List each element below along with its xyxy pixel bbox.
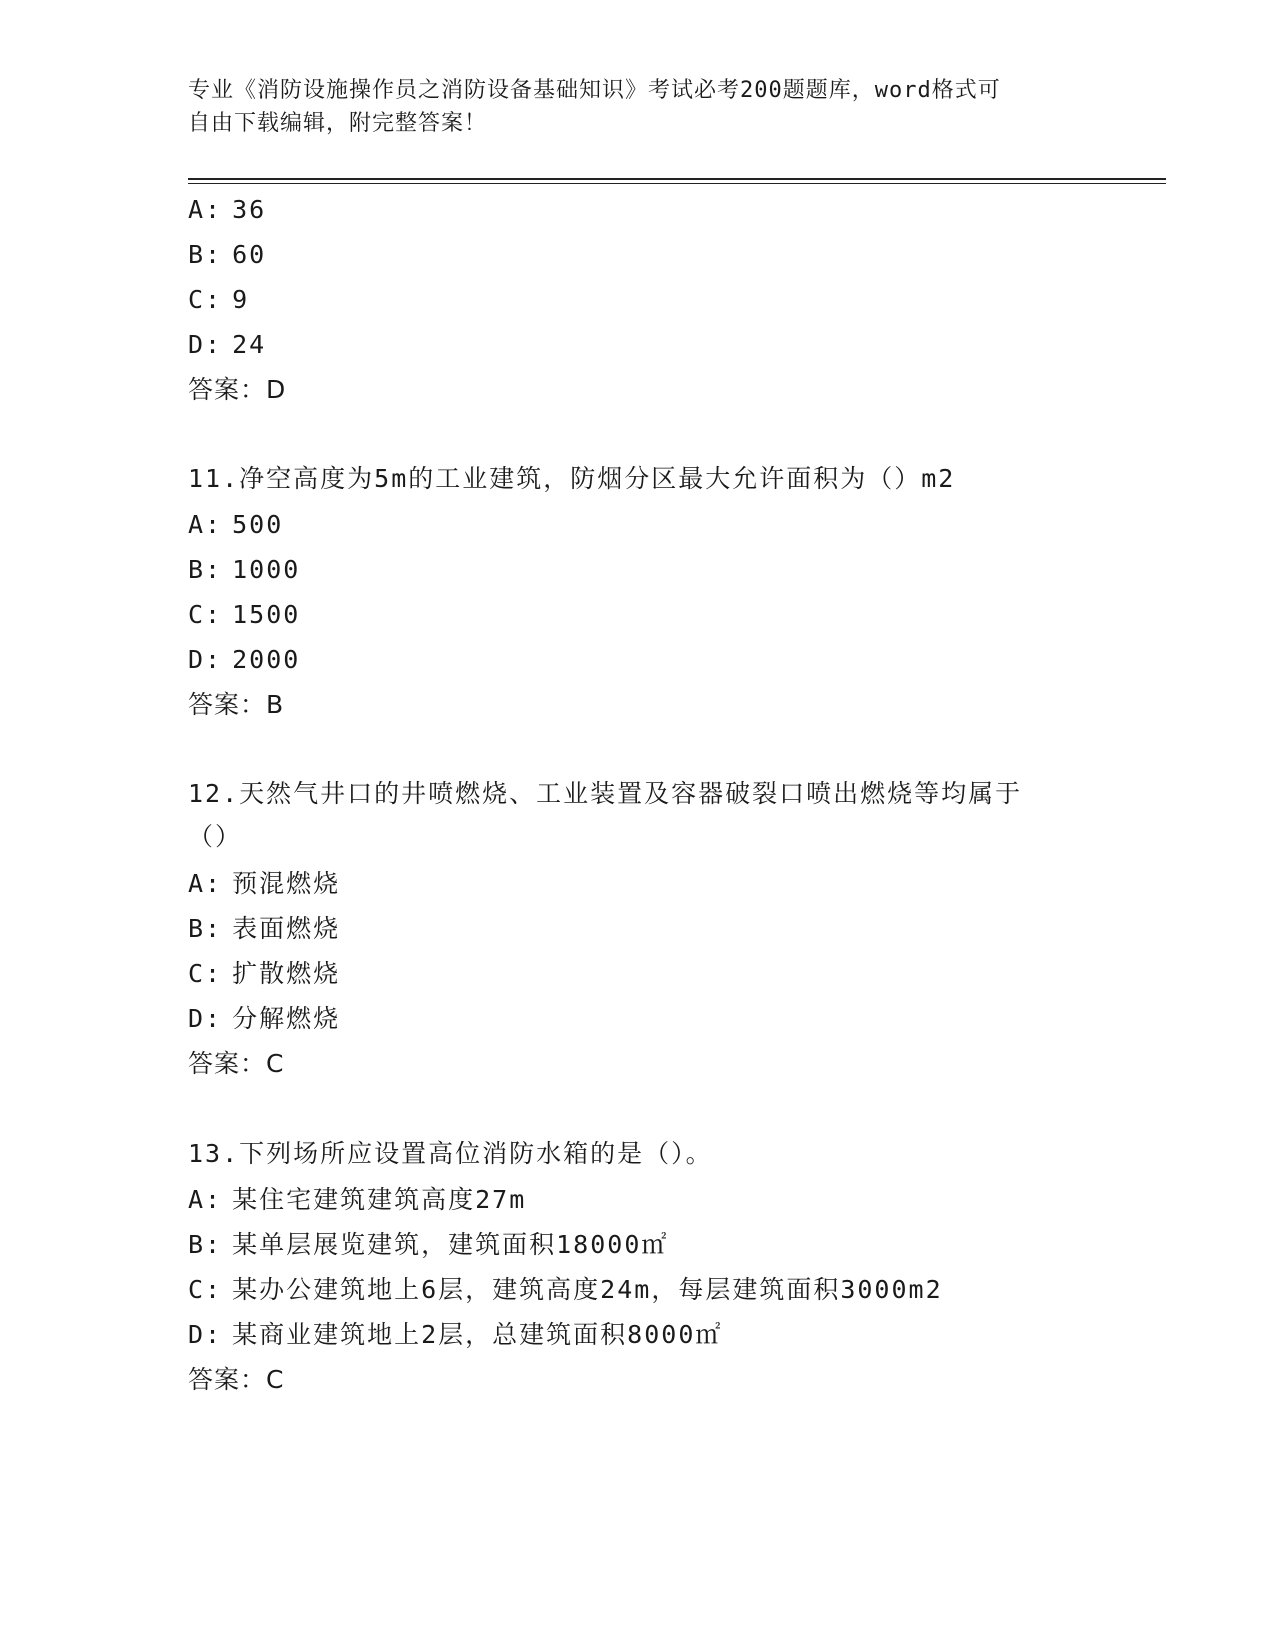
q13-option-b: B: 某单层展览建筑，建筑面积18000㎡ <box>188 1230 669 1259</box>
q13-answer: 答案：C <box>188 1365 285 1394</box>
q11-answer: 答案：B <box>188 690 285 719</box>
q12-option-d: D: 分解燃烧 <box>188 1004 341 1033</box>
q13-option-a: A: 某住宅建筑建筑高度27m <box>188 1185 527 1214</box>
q10-option-b: B: 60 <box>188 240 267 269</box>
q10-option-c: C: 9 <box>188 285 250 314</box>
q11-option-b: B: 1000 <box>188 555 301 584</box>
q11-option-a: A: 500 <box>188 510 284 539</box>
q13-question: 13.下列场所应设置高位消防水箱的是（）。 <box>188 1139 713 1168</box>
header-rule-thick <box>188 178 1166 180</box>
q13-option-c: C: 某办公建筑地上6层，建筑高度24m，每层建筑面积3000m2 <box>188 1275 943 1304</box>
header-line-1: 专业《消防设施操作员之消防设备基础知识》考试必考200题题库，word格式可 <box>188 78 1001 103</box>
q10-option-d: D: 24 <box>188 330 267 359</box>
q13-option-d: D: 某商业建筑地上2层，总建筑面积8000㎡ <box>188 1320 723 1349</box>
q12-question-line-2: （） <box>188 822 243 851</box>
q12-option-b: B: 表面燃烧 <box>188 914 341 943</box>
q10-answer: 答案：D <box>188 375 287 404</box>
header-line-2: 自由下载编辑，附完整答案！ <box>188 111 488 136</box>
header-rule-thin <box>188 183 1166 184</box>
q11-option-c: C: 1500 <box>188 600 301 629</box>
q12-option-c: C: 扩散燃烧 <box>188 959 341 988</box>
q12-answer: 答案：C <box>188 1049 285 1078</box>
document-header <box>188 74 1088 140</box>
q12-option-a: A: 预混燃烧 <box>188 869 341 898</box>
q11-option-d: D: 2000 <box>188 645 301 674</box>
q11-question: 11.净空高度为5m的工业建筑，防烟分区最大允许面积为（）m2 <box>188 464 956 493</box>
q12-question-line-1: 12.天然气井口的井喷燃烧、工业装置及容器破裂口喷出燃烧等均属于 <box>188 779 1023 808</box>
q10-option-a: A: 36 <box>188 195 267 224</box>
